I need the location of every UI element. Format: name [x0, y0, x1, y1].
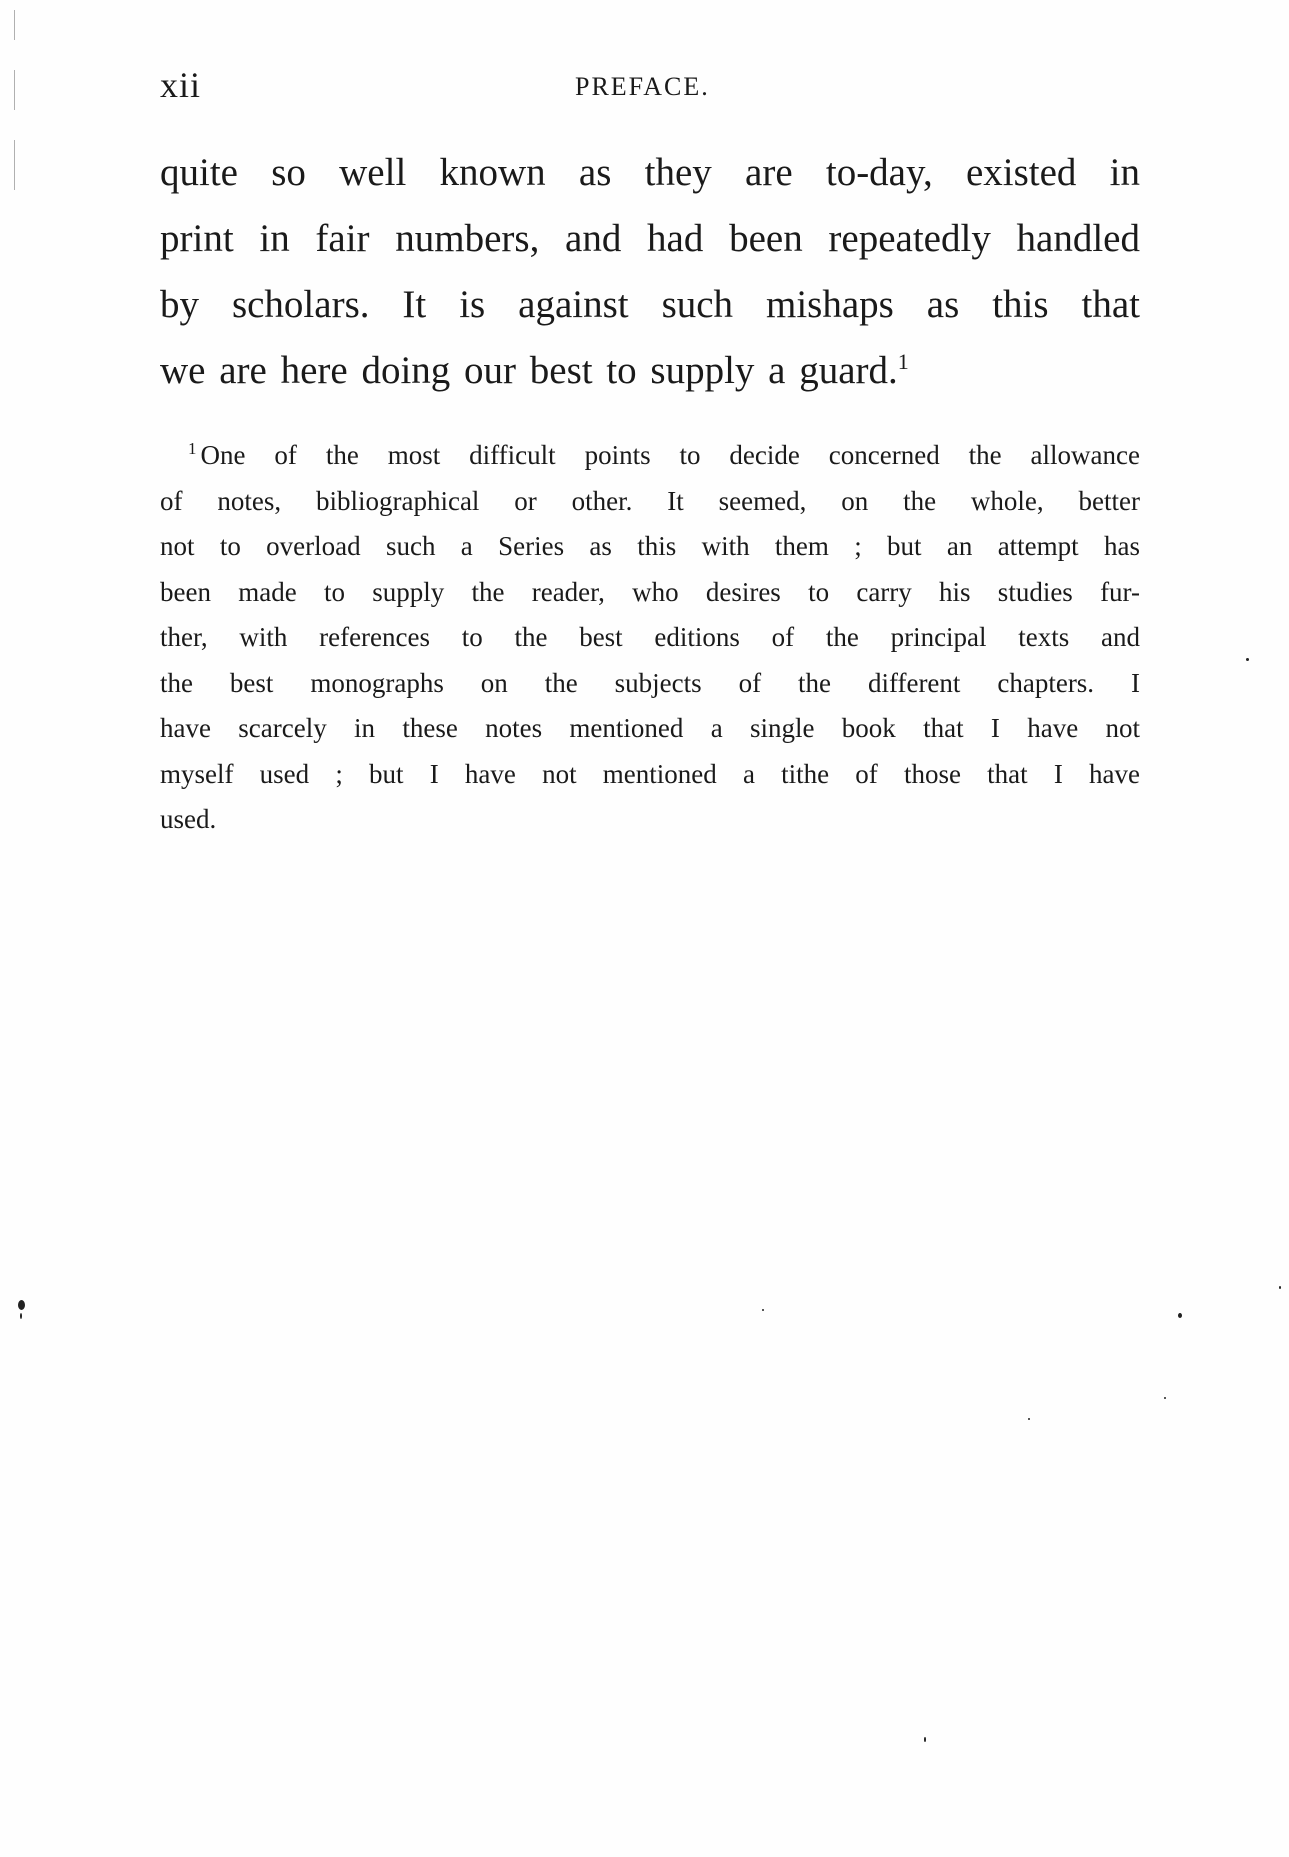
footnote-line: been made to supply the reader, who desires to carry his studies fur-: [160, 576, 1140, 607]
footnote: [160, 433, 1140, 843]
footnote-line: used.: [160, 804, 217, 834]
body-line-last: [160, 338, 1140, 404]
page-number: xii: [160, 65, 202, 105]
footnote-line: have scarcely in these notes mentioned a single book that I have not: [160, 713, 1140, 743]
footnote-line: ther, with references to the best editions of the principal texts and: [160, 622, 1140, 652]
body-line: quite so well known as they are to-day, existed in: [160, 151, 1140, 194]
scan-edge-mark: [14, 70, 15, 110]
scan-edge-mark: [14, 140, 15, 190]
scan-speck: [1279, 1286, 1281, 1289]
scan-speck: [1028, 1418, 1030, 1420]
scan-speck: [1164, 1397, 1166, 1399]
body-line-text: we are here doing our best to supply a guard.: [160, 349, 898, 392]
scan-speck: [18, 1300, 25, 1310]
scan-speck: [762, 1309, 764, 1311]
body-line: by scholars. It is against such mishaps as this that: [160, 283, 1140, 326]
footnote-line: the best monographs on the subjects of the different chapters. I: [160, 667, 1140, 698]
scan-speck: [20, 1313, 22, 1319]
footnote-line: myself used ; but I have not mentioned a tithe of those that I have: [160, 758, 1140, 789]
running-title: PREFACE.: [575, 72, 710, 101]
scan-speck: [1246, 658, 1249, 661]
footnote-line: of notes, bibliographical or other. It seemed, on the whole, better: [160, 485, 1140, 516]
scan-speck: [924, 1737, 926, 1742]
body-paragraph: [160, 140, 1140, 404]
footnote-reference: 1: [897, 349, 909, 374]
body-line: print in fair numbers, and had been repeatedly handled: [160, 217, 1140, 260]
footnote-marker: 1: [188, 439, 197, 458]
running-head: [160, 64, 1140, 112]
scan-edge-mark: [14, 10, 15, 40]
footnote-line-text: One of the most difficult points to decide concerned the allowance: [200, 440, 1140, 470]
footnote-line: [160, 433, 1140, 479]
scan-speck: [1178, 1313, 1182, 1318]
footnote-line: not to overload such a Series as this with them ; but an attempt has: [160, 531, 1140, 561]
